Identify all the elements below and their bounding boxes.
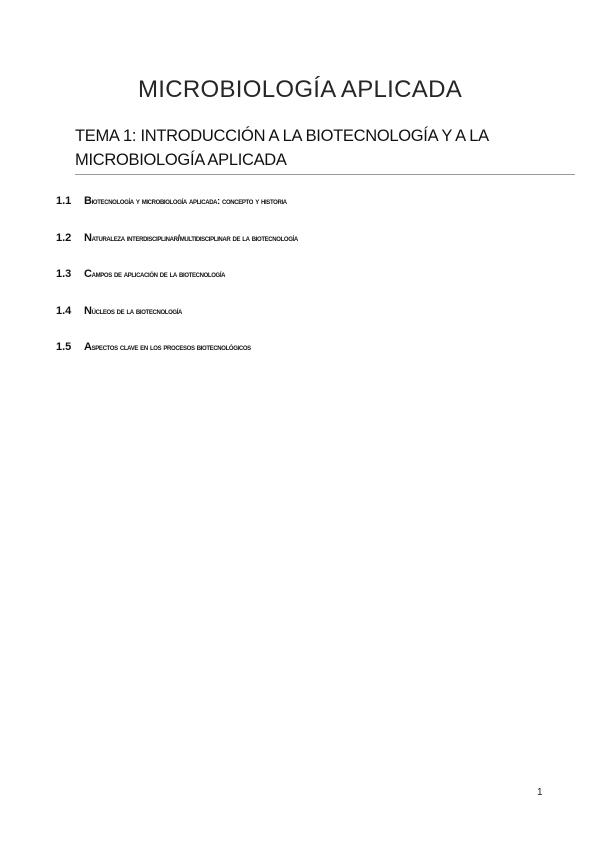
toc-item-number: 1.2 <box>56 231 72 244</box>
heading-underline <box>75 174 575 175</box>
toc-item-number: 1.1 <box>56 195 72 207</box>
chapter-heading-line-1: TEMA 1: INTRODUCCIÓN A LA BIOTECNOLOGÍA Y A LA <box>75 127 489 145</box>
toc-item-title: campos de aplicación de la biotecnología <box>84 268 226 280</box>
toc-item-1-3 <box>56 268 576 305</box>
chapter-heading <box>75 124 575 172</box>
document-title: MICROBIOLOGÍA APLICADA <box>137 76 463 103</box>
toc-item-title: naturaleza interdisciplinar/multidisciplinar de la biotecnología <box>84 231 298 244</box>
chapter-heading-line-2: MICROBIOLOGÍA APLICADA <box>75 151 287 169</box>
toc-item-number: 1.5 <box>56 341 72 353</box>
table-of-contents <box>56 195 576 378</box>
toc-item-number: 1.4 <box>56 304 72 317</box>
toc-item-1-5 <box>56 341 576 378</box>
toc-item-1-1 <box>56 195 576 232</box>
toc-item-title: núcleos de la biotecnología <box>84 304 183 317</box>
toc-item-title: biotecnología y microbiología aplicada: concepto y historia <box>84 195 287 207</box>
page-number: 1 <box>537 787 543 798</box>
toc-item-1-2 <box>56 232 576 269</box>
toc-item-1-4 <box>56 305 576 342</box>
toc-item-title: aspectos clave en los procesos biotecnológicos <box>84 341 251 353</box>
toc-item-number: 1.3 <box>56 268 72 280</box>
